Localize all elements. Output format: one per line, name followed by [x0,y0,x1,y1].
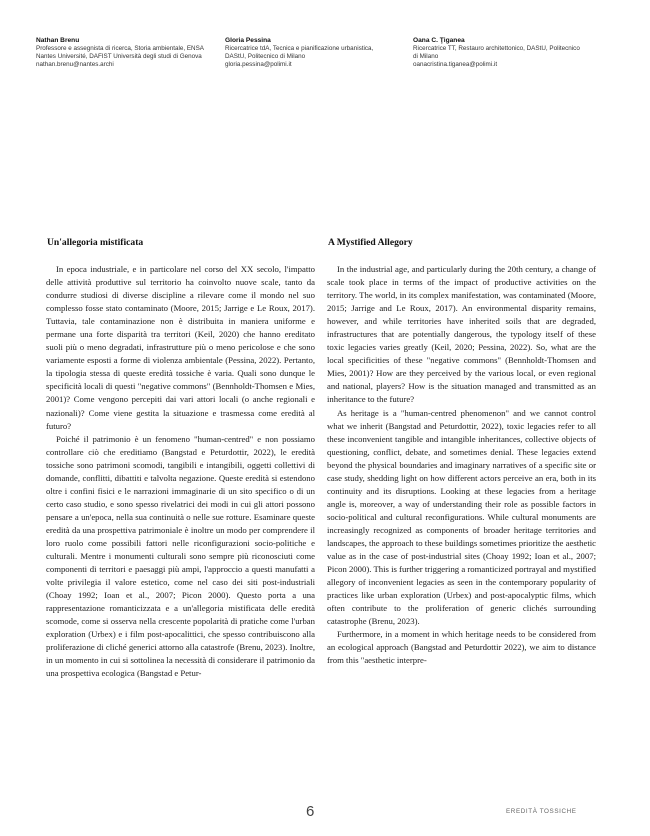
running-title: EREDITÀ TOSSICHE [506,808,577,815]
author-affiliation: Ricercatrice TT, Restauro architettonico, DAStU, Politecnico [413,45,580,53]
paragraph: In epoca industriale, e in particolare nel corso del XX secolo, l'impatto delle attività produttive sul territorio ha coinvolto nuove scale, tanto da condurre studiosi di diverse discipline a rilevare come il mondo nel suo complesso fosse stato contaminato (Moore, 2015; Jarrige e Le Roux, 2017). Tuttavia, tale contaminazione non è distribuita in maniera uniforme e permane una forte disparità tra territori (Keil, 2020) che hanno ereditato suoli più o meno degradati, infrastrutture più o meno pericolose e che sono variamente esposti a forme di violenza ambientale (Pessina, 2022). Pertanto, la tipologia stessa di queste eredità tossiche è varia. Quali sono dunque le specificità locali di questi "negative commons" (Bennholdt-Thomsen e Mies, 2001)? Come vengono percepiti dai vari attori locali (o anche regionali e nazionali)? Come viene gestita la situazione e trasmessa come eredità al futuro? [46,264,315,431]
author-affiliation: di Milano [413,53,439,61]
section-title-italian: Un'allegoria mistificata [47,237,144,248]
author-name: Nathan Brenu [36,37,80,44]
author-email: oanacristina.tiganea@polimi.it [413,61,498,69]
paragraph: Furthermore, in a moment in which heritage needs to be considered from an ecological approach (Bangstad and Peturdottir 2022), we aim to distance from this "aesthetic interpre- [327,629,596,666]
author-affiliation: Ricercatrice tdA, Tecnica e pianificazione urbanistica, [225,45,374,53]
section-title-english: A Mystified Allegory [328,237,413,248]
page-number: 6 [306,803,315,820]
author-name: Gloria Pessina [225,37,271,44]
author-email: nathan.brenu@nantes.archi [36,61,114,69]
author-affiliation: Nantes Université, DAFIST Università degli studi di Genova [36,53,202,61]
author-affiliation: Professore e assegnista di ricerca, Storia ambientale, ENSA [36,45,204,53]
paragraph: As heritage is a "human-centred phenomenon" and we cannot control what we inherit (Bangstad and Peturdottir, 2022), toxic legacies refer to all these inconvenient tangible and intangible inheritances, collective objects of questioning, conflict, debate, and sometimes denial. These legacies extend beyond the physical boundaries and imaginary narratives of a specific site or case study, shedding light on how different actors perceive an era, both in its continuity and its disruptions. Looking at these legacies from a heritage angle is, moreover, a way of understanding their role as possible factors in socio-political and cultural reconfigurations. While cultural monuments are increasingly recognized as components of broader heritage territories and landscapes, the approach to these buildings sometimes prioritize the aesthetic value as in the case of post-industrial sites (Choay 1992; Ioan et al., 2007; Picon 2000). This is further triggering a romanticized portrayal and mystified allegory of inconvenient legacies as seen in the contemporary popularity of practices like urban exploration (Urbex) and post-apocalyptic films, which often contribute to the proliferation of generic clichés surrounding catastrophe (Brenu, 2023). [327,407,596,627]
author-2 [225,37,410,69]
authors-block [36,37,616,87]
author-3 [413,37,613,69]
author-email: gloria.pessina@polimi.it [225,61,292,69]
author-name: Oana C. Ţiganea [413,37,465,44]
author-1 [36,37,216,69]
column-english [327,263,596,667]
author-affiliation: DAStU, Politecnico di Milano [225,53,306,61]
paragraph: Poiché il patrimonio è un fenomeno "human-centred" e non possiamo controllare ciò che ereditiamo (Bangstad e Peturdottir, 2022), le eredità tossiche sono patrimoni scomodi, tangibili e intangibili, oggetti collettivi di domande, conflitti, dibattiti e talvolta negazione. Queste eredità si estendono oltre i confini fisici e le narrazioni immaginarie di un sito specifico o di un certo caso studio, e sono spesso rivelatrici dei modi in cui gli attori possono pensare a un'epoca, nella sua continuità o nelle sue rotture. Esaminare queste eredità da una prospettiva patrimoniale è inoltre un modo per comprendere il loro ruolo come possibili fattori nelle riconfigurazioni socio-politiche e culturali. Mentre i monumenti culturali sono sempre più riconosciuti come componenti di territori e paesaggi più ampi, l'approccio a questi manufatti a volte privilegia il valore estetico, come nel caso dei siti post-industriali (Choay 1992; Ioan et al., 2007; Picon 2000). Questo porta a una rappresentazione romanticizzata e a un'allegoria mistificata delle eredità scomode, come si osserva nella crescente popolarità di pratiche come l'urban exploration (Urbex) e i film post-apocalittici, che spesso contribuiscono alla proliferazione di cliché generici attorno alla catastrofe (Brenu, 2023). Inoltre, in un momento in cui si sottolinea la necessità di considerare il patrimonio da una prospettiva ecologica (Bangstad e Petur- [46,433,316,679]
paragraph: In the industrial age, and particularly during the 20th century, a change of scale took place in terms of the impact of productive activities on the territory. The world, in its complex manifestation, was contaminated (Moore, 2015; Jarrige and Le Roux, 2017). An environmental disparity remains, however, and while territories have inherited soils that are degraded, infrastructures that are potentially dangerous, the typology itself of these toxic legacies varies greatly (Keil, 2020; Pessina, 2022). So, what are the local specificities of these "negative commons" (Bennholdt-Thomsen and Mies, 2001)? How are they perceived by the various local, or even regional and national, players? How is the situation managed and transmitted as an inheritance to the future? [327,264,596,405]
column-italian [46,263,315,681]
